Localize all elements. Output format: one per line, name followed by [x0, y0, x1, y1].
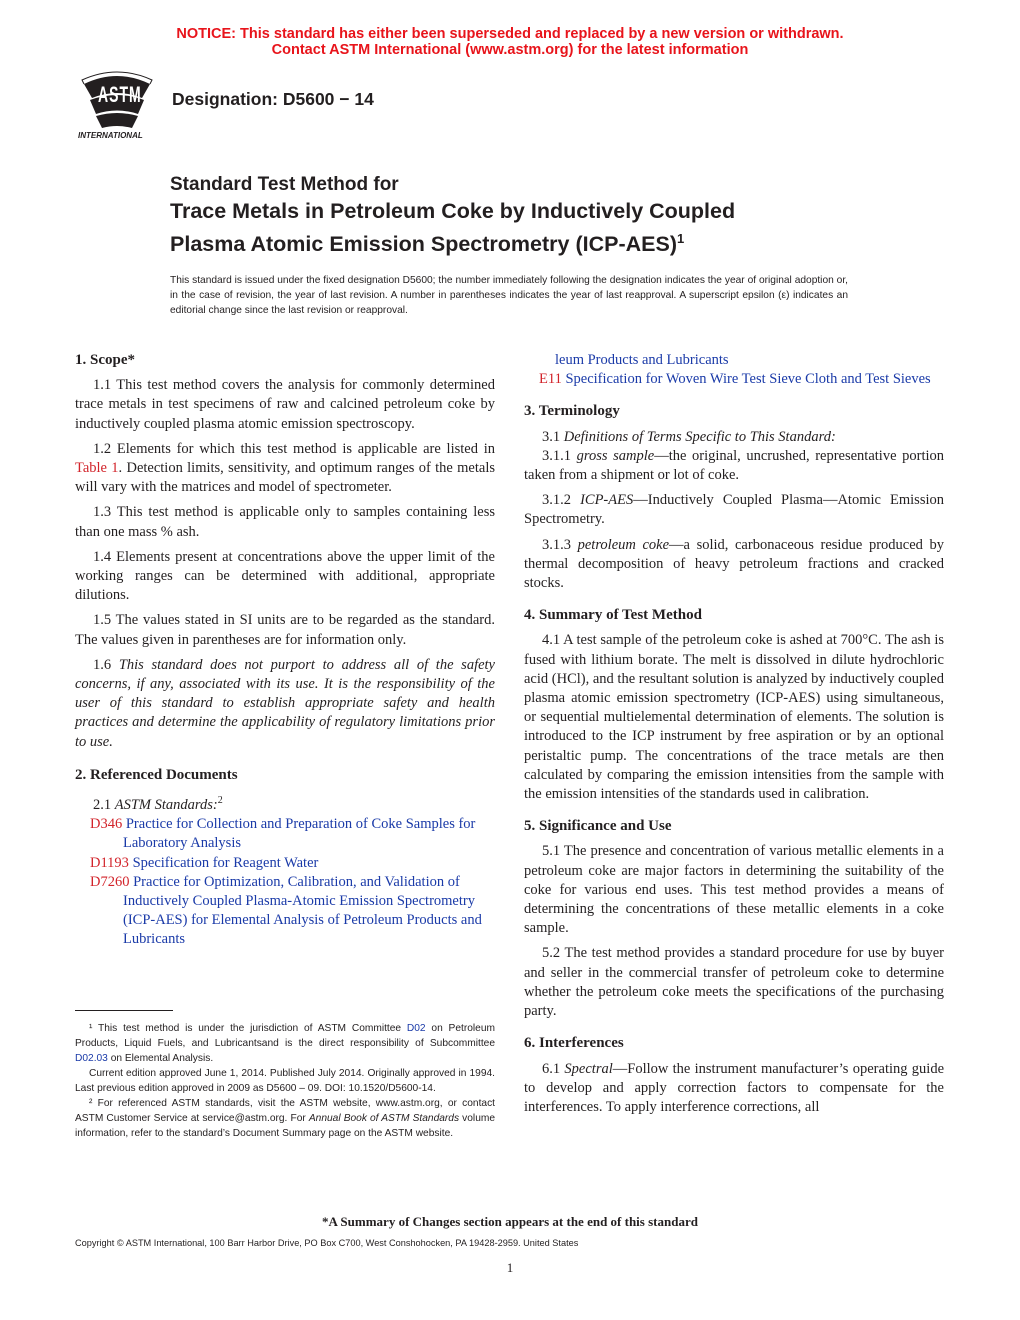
notice-line-2: Contact ASTM International (www.astm.org) for the latest information	[271, 42, 749, 58]
footnote-1-text-b: on Petroleum Products, Liquid Fuels, and Lubricantsand is the direct responsibility of Subcommittee	[75, 1023, 495, 1049]
footnotes	[75, 1021, 495, 1141]
para-3-1-3	[524, 536, 944, 594]
footnote-divider	[75, 1010, 173, 1011]
footnote-1	[75, 1021, 495, 1066]
term-gross-sample: gross sample	[576, 447, 655, 464]
para-1-6-num: 1.6	[93, 656, 119, 673]
para-1-6-text: This standard does not purport to address all of the safety concerns, if any, associated with its use. It is the responsibility of the user of this standard to establish appropriate safety and health practices and determine the applicability of regulatory limitations prior to use.	[75, 656, 495, 750]
para-3-1-1-text: —the original, uncrushed, representative portion taken from a shipment or lot of coke.	[524, 447, 944, 484]
para-3-1	[524, 428, 944, 447]
para-5-1: 5.1 The presence and concentration of various metallic elements in a petroleum coke are major factors in determining the suitability of the coke for various end uses. This test method provides a means of determining the concentrations of these metallic elements in a coke sample.	[524, 843, 944, 937]
ref-d7260[interactable]	[90, 873, 495, 948]
para-3-1-num: 3.1	[542, 428, 564, 445]
ref-d7260-continuation[interactable]: leum Products and Lubricants	[555, 352, 729, 368]
term-spectral: Spectral	[564, 1060, 613, 1077]
ref-d1193[interactable]	[90, 854, 495, 873]
title-line-1: Standard Test Method for	[170, 174, 399, 195]
para-1-1: 1.1 This test method covers the analysis for commonly determined trace metals in test specimens of raw and calcined petroleum coke by inductively coupled plasma atomic emission spectroscopy.	[75, 377, 495, 432]
para-5-2: 5.2 The test method provides a standard procedure for use by buyer and seller in the commercial transfer of petroleum coke to determine whether the petroleum coke meets the specifications of the purchasing party.	[524, 945, 944, 1020]
term-icp-aes: ICP-AES	[580, 492, 634, 509]
ref-d346[interactable]	[90, 815, 495, 853]
designation: Designation: D5600 − 14	[172, 89, 374, 109]
section-1-heading: 1. Scope*	[75, 352, 135, 368]
para-1-5: 1.5 The values stated in SI units are to be regarded as the standard. The values given in parentheses are for information only.	[75, 612, 495, 648]
section-2-heading: 2. Referenced Documents	[75, 766, 238, 783]
title-line-3	[170, 225, 890, 258]
copyright: Copyright © ASTM International, 100 Barr Harbor Drive, PO Box C700, West Conshohocken, PA 19428-2959. United States	[75, 1238, 579, 1248]
footnote-2	[75, 1096, 495, 1141]
title-main	[170, 198, 890, 258]
footnote-2-text-b: volume information, refer to the standard’s Document Summary page on the ASTM website.	[75, 1113, 496, 1139]
title-footnote-mark: 1	[676, 231, 685, 246]
para-1-4: 1.4 Elements present at concentrations above the upper limit of the working ranges can be determined with additional, appropriate dilutions.	[75, 548, 495, 604]
para-3-1-1-num: 3.1.1	[542, 447, 577, 464]
footnote-2-emphasis: Annual Book of ASTM Standards	[308, 1113, 460, 1124]
para-3-1-3-num: 3.1.3	[542, 536, 578, 553]
para-3-1-2-text: —Inductively Coupled Plasma—Atomic Emission Spectrometry.	[524, 492, 944, 528]
footnote-2-text-a: ² For referenced ASTM standards, visit the ASTM website, www.astm.org, or contact ASTM Customer Service at service@astm.org. For	[75, 1098, 495, 1124]
section-3-heading: 3. Terminology	[524, 403, 620, 420]
ref-d7260-text[interactable]: Practice for Optimization, Calibration, and Validation of Inductively Coupled Plasma-Atomic Emission Spectrometry (ICP-AES) for Elemental Analysis of Petroleum Products and Lubricants	[123, 873, 482, 948]
para-4-1: 4.1 A test sample of the petroleum coke is ashed at 700°C. The ash is fused with lithium borate. The melt is dissolved in dilute hydrochloric acid (HCl), and the resultant solution is analyzed by inductively coupled plasma atomic emission spectrometry (ICP-AES) using simultaneous, or sequential multielemental determination of elements. The solution is introduced to the ICP instrument by free aspiration or by an optional peristaltic pump. The concentrations of the trace metals are then calculated by comparing the emission intensities from the sample with the emission intensities of the standards used in calibration.	[524, 632, 944, 803]
footnote-1-edition: Current edition approved June 1, 2014. Published July 2014. Originally approved in 1994. Last previous edition approved in 2009 as D5600 – 09. DOI: 10.1520/D5600-14.	[75, 1068, 495, 1094]
left-column	[75, 351, 495, 948]
page-number: 1	[506, 1260, 514, 1275]
para-3-1-text: Definitions of Terms Specific to This Standard:	[563, 428, 836, 445]
ref-d7260-code[interactable]: D7260	[90, 873, 130, 890]
table-1-link[interactable]: Table 1	[75, 460, 119, 477]
para-2-1	[75, 791, 495, 815]
ref-d1193-code[interactable]: D1193	[90, 854, 129, 871]
para-3-1-2	[524, 491, 944, 529]
para-1-6	[75, 656, 495, 752]
para-1-2	[75, 440, 495, 498]
para-6-1-num: 6.1	[542, 1060, 565, 1077]
term-petroleum-coke: petroleum coke	[577, 536, 670, 553]
issued-note: This standard is issued under the fixed designation D5600; the number immediately following the designation indicates the year of original adoption or, in the case of revision, the year of last revision. A number in parentheses indicates the year of last reapproval. A superscript epsilon (ε) indicates an editorial change since the last revision or reapproval.	[170, 275, 848, 316]
section-5-heading: 5. Significance and Use	[524, 818, 672, 835]
section-6-heading: 6. Interferences	[524, 1035, 624, 1052]
ref-d346-code[interactable]: D346	[90, 816, 123, 833]
para-6-1-text: —Follow the instrument manufacturer’s operating guide to develop and apply correction factors to compensate for the interferences. To apply interference corrections, all	[524, 1060, 945, 1115]
para-2-1-num: 2.1	[93, 796, 115, 813]
right-column	[524, 351, 944, 1117]
para-6-1	[524, 1060, 944, 1118]
ref-e11-text[interactable]: Specification for Woven Wire Test Sieve Cloth and Test Sieves	[561, 371, 931, 388]
footnote-1-text-a: ¹ This test method is under the jurisdiction of ASTM Committee	[89, 1023, 407, 1034]
summary-of-changes-note: *A Summary of Changes section appears at the end of this standard	[322, 1214, 698, 1229]
logo-subtext: INTERNATIONAL	[78, 131, 143, 140]
title-line-3-text: Plasma Atomic Emission Spectrometry (ICP-AES)	[170, 232, 677, 257]
notice-line-1: NOTICE: This standard has either been superseded and replaced by a new version or withdrawn.	[176, 26, 844, 42]
ref-d1193-text[interactable]: Specification for Reagent Water	[128, 854, 319, 871]
committee-d02-link[interactable]: D02	[406, 1023, 426, 1034]
para-3-1-3-text: —a solid, carbonaceous residue produced by thermal decomposition of heavy petroleum fractions and cracked stocks.	[524, 536, 945, 592]
para-3-1-1	[524, 447, 944, 485]
subcommittee-d02-03-link[interactable]: D02.03	[75, 1053, 108, 1064]
para-2-1-text: ASTM Standards:	[114, 796, 218, 813]
para-1-2-text-a: 1.2 Elements for which this test method is applicable are listed in	[93, 440, 495, 457]
footnote-1-text-c: on Elemental Analysis.	[107, 1053, 214, 1064]
para-1-2-text-b: . Detection limits, sensitivity, and optimum ranges of the metals will vary with the matrices and model of spectrometer.	[75, 460, 495, 496]
ref-e11[interactable]	[539, 370, 944, 389]
ref-e11-code[interactable]: E11	[539, 371, 562, 388]
ref-d346-text[interactable]: Practice for Collection and Preparation of Coke Samples for Laboratory Analysis	[122, 816, 476, 852]
para-1-3: 1.3 This test method is applicable only to samples containing less than one mass % ash.	[75, 504, 495, 540]
section-4-heading: 4. Summary of Test Method	[524, 607, 702, 624]
logo-text: ASTM	[98, 81, 142, 107]
title-line-2: Trace Metals in Petroleum Coke by Inductively Coupled	[170, 199, 736, 223]
para-3-1-2-num: 3.1.2	[542, 492, 581, 509]
para-2-1-sup: 2	[217, 795, 223, 807]
